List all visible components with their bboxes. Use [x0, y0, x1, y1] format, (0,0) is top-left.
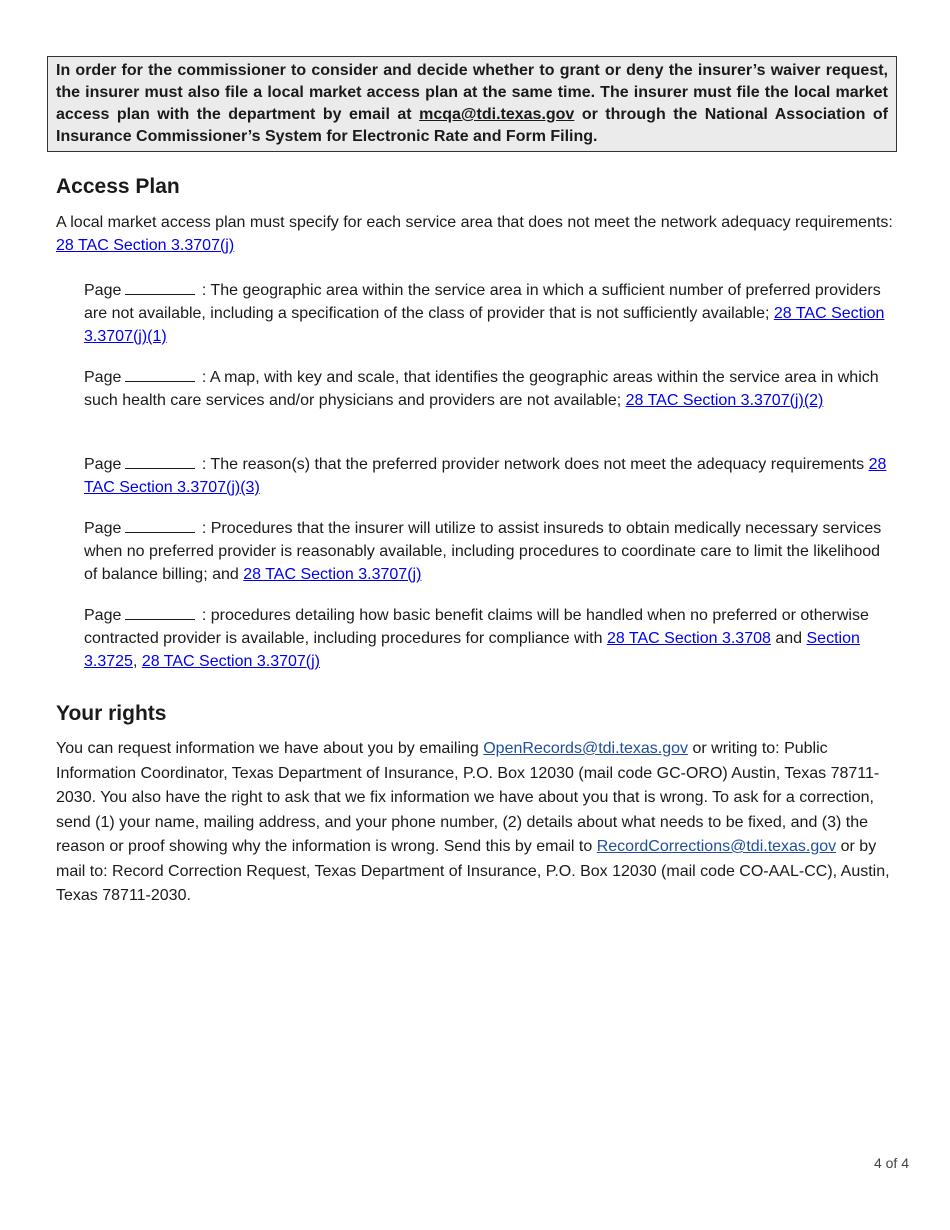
page-label: Page [84, 369, 122, 386]
access-plan-item [84, 604, 896, 673]
item-link[interactable]: 28 TAC Section 3.3707(j)(2) [625, 392, 824, 409]
item-link[interactable]: 28 TAC Section 3.3708 [606, 630, 771, 647]
page-blank [125, 605, 195, 620]
your-rights-heading: Your rights [56, 702, 167, 725]
access-plan-heading: Access Plan [56, 175, 180, 198]
page-number: 4 of 4 [873, 1155, 909, 1171]
item-link-2[interactable]: Section 3.3725 [84, 630, 860, 670]
page-label: Page [84, 520, 122, 537]
page-blank [125, 280, 195, 295]
rights-text-2: or writing to: Public Information Coordinator, Texas Department of Insurance, P.O. Box 12030 (mail code GC-ORO) Austin, Texas 78711-2030. You also have the right to ask that we fix information we have about you that is wrong. To ask for a correction, send (1) your name, mailing address, and your phone number, (2) details about what needs to be fixed, and (3) the reason or proof showing why the information is wrong. Send this by email to [56, 740, 880, 855]
item-text-3: , [132, 653, 142, 670]
notice-email[interactable]: mcqa@tdi.texas.gov [419, 106, 575, 123]
intro-text: A local market access plan must specify for each service area that does not meet the network adequacy requirements: [56, 214, 893, 231]
page-blank [125, 518, 195, 533]
page-label: Page [84, 456, 122, 473]
notice-box [47, 56, 897, 152]
access-plan-item [84, 279, 896, 348]
item-text: : A map, with key and scale, that identifies the geographic areas within the service area in which such health care services and/or physicians and providers are not available; [84, 369, 879, 409]
item-text: : procedures detailing how basic benefit claims will be handled when no preferred or otherwise contracted provider is available, including procedures for compliance with [84, 607, 869, 647]
item-text: : The geographic area within the service area in which a sufficient number of preferred providers are not available, including a specification of the class of provider that is not sufficiently available; [84, 282, 881, 322]
page-label: Page [84, 282, 122, 299]
rights-text-1: You can request information we have about you by emailing [56, 740, 484, 757]
rights-text-3: or by mail to: Record Correction Request, Texas Department of Insurance, P.O. Box 12030 (mail code CO-AAL-CC), Austin, Texas 78711-2030. [56, 838, 890, 904]
record-corrections-email-link[interactable]: RecordCorrections@tdi.texas.gov [596, 838, 837, 855]
page-blank [125, 454, 195, 469]
page-blank [125, 367, 195, 382]
notice-text-after: or through the National Association of Insurance Commissioner’s System for Electronic Rate and Form Filing. [56, 106, 888, 145]
access-plan-item [84, 517, 896, 586]
your-rights-body [56, 737, 892, 909]
intro-link[interactable]: 28 TAC Section 3.3707(j) [56, 237, 235, 254]
item-link-3[interactable]: 28 TAC Section 3.3707(j) [141, 653, 320, 670]
item-link[interactable]: 28 TAC Section 3.3707(j)(3) [84, 456, 887, 496]
open-records-email-link[interactable]: OpenRecords@tdi.texas.gov [483, 740, 689, 757]
page-label: Page [84, 607, 122, 624]
notice-text-before: In order for the commissioner to consider and decide whether to grant or deny the insurer’s waiver request, the insurer must also file a local market access plan at the same time. The insurer must file the local market access plan with the department by email at [56, 62, 888, 123]
item-text: : Procedures that the insurer will utilize to assist insureds to obtain medically necessary services when no preferred provider is reasonably available, including procedures to coordinate care to limit the likelihood of balance billing; and [84, 520, 882, 583]
item-text-2: and [770, 630, 807, 647]
access-plan-item [84, 453, 896, 499]
item-link[interactable]: 28 TAC Section 3.3707(j)(1) [84, 305, 885, 345]
item-link[interactable]: 28 TAC Section 3.3707(j) [243, 566, 422, 583]
access-plan-intro [56, 211, 896, 257]
access-plan-item [84, 366, 896, 412]
item-text: : The reason(s) that the preferred provider network does not meet the adequacy requirements [197, 456, 869, 473]
